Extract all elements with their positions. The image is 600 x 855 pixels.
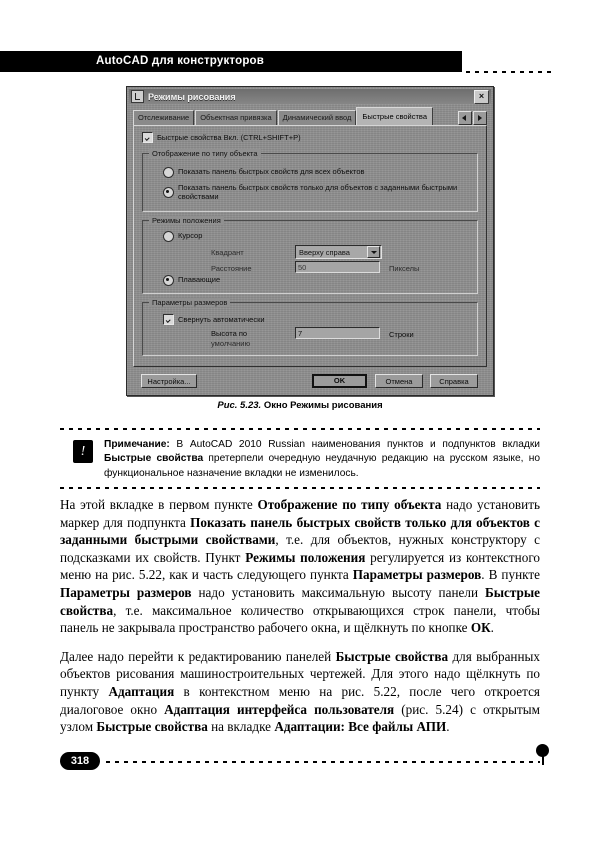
paragraph-2 — [60, 648, 540, 736]
running-header-title: AutoCAD для конструкторов — [96, 55, 265, 67]
figure-caption-name: Режимы рисования — [290, 400, 383, 411]
p2-b3: Адаптация интерфейса пользователя — [164, 701, 395, 717]
footer-dotted-rule — [106, 761, 540, 763]
drafting-settings-dialog — [126, 86, 494, 396]
quadrant-label: Квадрант — [211, 248, 244, 257]
group-position-modes — [142, 216, 478, 294]
figure-caption-word: Окно — [263, 400, 288, 411]
paragraph-1 — [60, 496, 540, 637]
dialog-tab-strip — [133, 108, 487, 125]
radio-show-all-objects-label: Показать панель быстрых свойств для всех объектов — [178, 166, 365, 176]
p2-b2: Адаптация — [108, 683, 175, 699]
default-height-input[interactable]: 7 — [295, 327, 380, 339]
distance-units-label: Пикселы — [389, 264, 420, 273]
radio-row-floating[interactable] — [163, 275, 220, 286]
radio-row-cursor[interactable] — [163, 231, 202, 242]
footer-pin-ornament — [536, 744, 549, 757]
dialog-title: Режимы рисования — [148, 91, 236, 102]
group-size-parameters — [142, 298, 478, 356]
note-bottom-rule — [60, 487, 540, 489]
chevron-down-icon[interactable] — [367, 246, 380, 258]
note-text-1: В AutoCAD 2010 Russian наименования пунктов и подпунктов вкладки — [169, 439, 540, 450]
p2-t4: (рис. 5.24) с открытым узлом — [60, 701, 540, 735]
exclamation-note-icon: ! — [73, 440, 93, 463]
radio-row-show-all-objects[interactable] — [163, 167, 463, 178]
scroll-right-icon[interactable] — [473, 111, 487, 125]
p2-t3: в контекстном меню на рис. 5.22, после чего откроется диалоговое окно — [60, 683, 541, 717]
quick-properties-enable-checkbox[interactable] — [142, 132, 153, 143]
ok-button[interactable]: OK — [312, 374, 367, 388]
quick-properties-enable-label: Быстрые свойства Вкл. (CTRL+SHIFT+P) — [157, 132, 301, 142]
auto-collapse-row[interactable] — [163, 314, 265, 325]
note-text — [104, 438, 540, 481]
distance-input[interactable]: 50 — [295, 261, 380, 273]
figure-caption — [0, 400, 600, 411]
tab-scroll-arrows — [458, 111, 487, 125]
p1-b1: Отображение по типу объекта — [257, 497, 442, 512]
default-height-units-label: Строки — [389, 330, 414, 339]
tab-bystrye-svoystva[interactable]: Быстрые свойства — [356, 107, 433, 125]
group-position-title: Режимы положения — [149, 216, 224, 225]
p1-b2: Показать панель быстрых свойств только для объектов с заданными быстрыми свойствами — [60, 514, 540, 548]
tab-page-quick-properties — [133, 125, 487, 367]
header-dotted-rule — [466, 71, 556, 73]
group-size-title: Параметры размеров — [149, 298, 230, 307]
p1-b6: Быстрые свойства — [60, 584, 541, 618]
p1-t2: надо установить маркер для подпункта — [60, 497, 540, 530]
note-text-2: претерпели очередную неудачную редакцию на русском языке, но функциональное назначение вкладки не изменилось. — [104, 453, 540, 479]
p2-t6: . — [446, 719, 450, 735]
auto-collapse-label: Свернуть автоматически — [178, 314, 265, 324]
p2-b4: Быстрые свойства — [96, 719, 208, 735]
default-height-label-line2: умолчанию — [211, 339, 251, 348]
group-display-title: Отображение по типу объекта — [149, 149, 261, 158]
dialog-titlebar — [129, 89, 491, 104]
p1-b4: Параметры размеров — [352, 567, 482, 583]
figure-number: Рис. 5.23. — [217, 400, 262, 411]
p2-t1: Далее надо перейти к редактированию панелей — [60, 648, 336, 664]
quadrant-dropdown[interactable] — [295, 245, 382, 259]
default-height-label-line1: Высота по — [211, 329, 248, 338]
close-icon[interactable]: × — [474, 90, 489, 104]
p1-t3: , т.е. для объектов, нужных конструктору с подсказками их свойств. Пункт — [60, 532, 540, 565]
p1-t7: , т.е. максимальное количество открывающихся строк панели, чтобы панель не закрывала пространство рабочего окна, и щёлкнуть по кнопке — [60, 602, 540, 636]
page-number-badge: 318 — [60, 752, 100, 770]
p1-t6: надо установить максимальную высоту панели — [191, 584, 486, 600]
p1-b5: Параметры размеров — [60, 584, 192, 600]
p2-b1: Быстрые свойства — [335, 648, 449, 664]
radio-cursor-label: Курсор — [178, 230, 203, 240]
scroll-left-icon[interactable] — [458, 111, 472, 125]
p2-t2: для выбранных объектов рисования машиностроительных чертежей. Для этого надо щёлкнуть по пункту — [60, 648, 540, 699]
pencil-icon — [131, 90, 144, 103]
radio-show-defined-objects-label: Показать панель быстрых свойств только для объектов с заданными быстрыми свойствами — [178, 182, 458, 201]
radio-floating-label: Плавающие — [178, 274, 221, 284]
p1-b7: ОК — [470, 620, 491, 636]
p1-t5: . В пункте — [481, 567, 540, 583]
tab-obyektnaya-privyazka[interactable]: Объектная привязка — [195, 110, 276, 125]
p1-b3: Режимы положения — [245, 549, 366, 565]
tab-otslezhivanie[interactable]: Отслеживание — [133, 110, 194, 125]
note-label: Примечание: — [104, 439, 170, 450]
note-top-rule — [60, 428, 540, 430]
p2-t5: на вкладке — [207, 719, 275, 735]
radio-show-defined-objects[interactable] — [163, 187, 174, 198]
auto-collapse-checkbox[interactable] — [163, 314, 174, 325]
p1-t8: . — [490, 620, 494, 636]
radio-row-show-defined-objects[interactable] — [163, 183, 473, 201]
cancel-button[interactable]: Отмена — [375, 374, 423, 388]
p1-t1: На этой вкладке в первом пункте — [60, 497, 258, 512]
help-button[interactable]: Справка — [430, 374, 478, 388]
group-display-by-object-type — [142, 149, 478, 212]
p2-b5: Адаптации: Все файлы АПИ — [274, 719, 447, 735]
radio-show-all-objects[interactable] — [163, 167, 174, 178]
body-text-column — [60, 496, 540, 747]
settings-button[interactable]: Настройка... — [141, 374, 197, 388]
quick-properties-enable-row[interactable] — [142, 132, 301, 143]
radio-cursor[interactable] — [163, 231, 174, 242]
note-bold-1: Быстрые свойства — [104, 453, 204, 465]
radio-floating[interactable] — [163, 275, 174, 286]
distance-label: Расстояние — [211, 264, 252, 273]
quadrant-value: Вверху справа — [299, 247, 350, 257]
p1-t4: регулируется из контекстного меню на рис. 5.22, как и часть следующего пункта — [60, 549, 540, 583]
tab-dinamicheskiy-vvod[interactable]: Динамический ввод — [278, 110, 357, 125]
